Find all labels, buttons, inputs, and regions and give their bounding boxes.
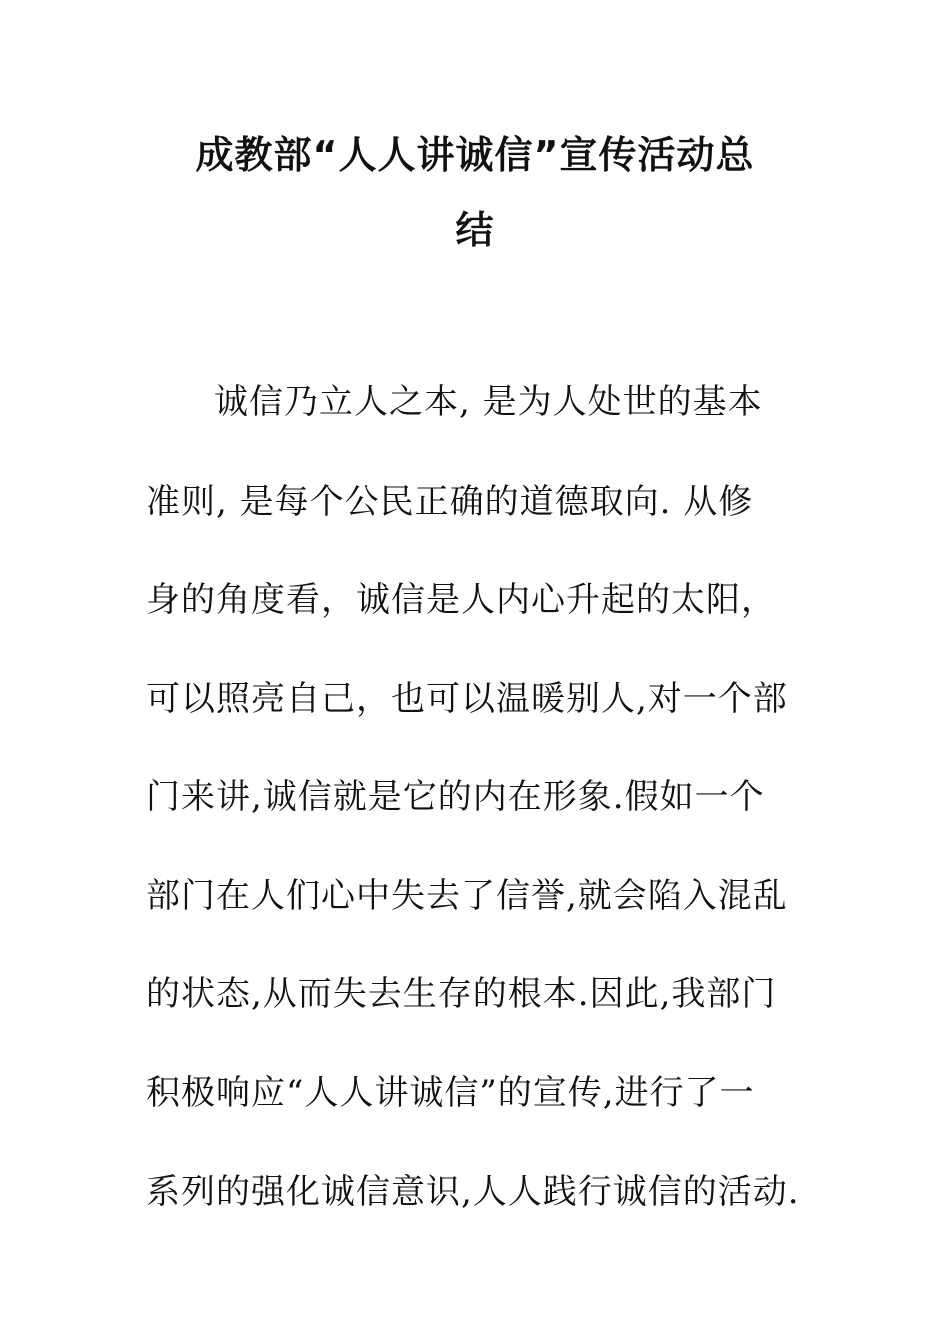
body-line-3: 身的角度看，诚信是人内心升起的太阳， xyxy=(146,580,776,620)
document-title-line-2: 结 xyxy=(455,208,495,252)
body-line-6: 部门在人们心中失去了信誉,就会陷入混乱 xyxy=(146,876,788,916)
body-line-7: 的状态,从而失去生存的根本.因此,我部门 xyxy=(146,974,777,1014)
body-line-5: 门来讲,诚信就是它的内在形象.假如一个 xyxy=(146,777,765,817)
body-line-4: 可以照亮自己，也可以温暖别人,对一个部 xyxy=(146,679,788,719)
body-line-8: 积极响应“人人讲诚信”的宣传,进行了一 xyxy=(146,1073,755,1113)
body-line-9: 系列的强化诚信意识,人人践行诚信的活动. xyxy=(146,1172,800,1212)
document-title-line-1: 成教部“人人讲诚信”宣传活动总 xyxy=(195,133,755,177)
body-line-1: 诚信乃立人之本, 是为人处世的基本 xyxy=(214,382,763,422)
body-line-2: 准则, 是每个公民正确的道德取向. 从修 xyxy=(146,482,754,522)
